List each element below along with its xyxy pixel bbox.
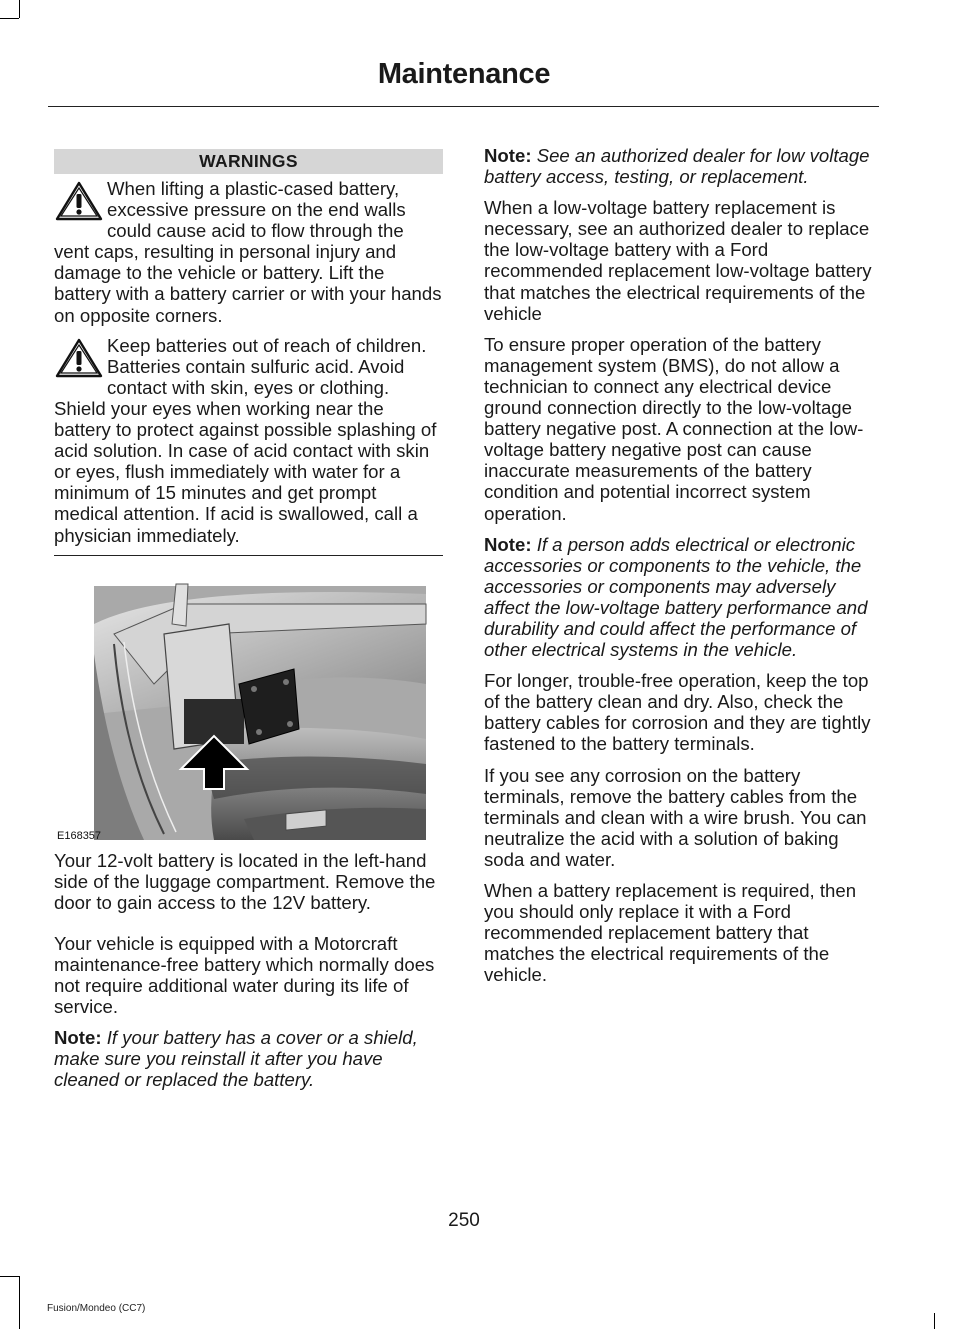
- warning-item: [54, 335, 443, 546]
- crop-mark-bottom-left: [19, 1276, 20, 1329]
- note: [484, 534, 873, 661]
- paragraph: Your vehicle is equipped with a Motorcraft maintenance-free battery which normally does not require additional water during its life of service.: [54, 932, 435, 1018]
- paragraph: If you see any corrosion on the battery terminals, remove the battery cables from the terminals and clean with a wire brush. You can neutralize the acid with a solution of baking soda and water.: [484, 764, 867, 870]
- note: [484, 145, 873, 187]
- paragraph: When a battery replacement is required, then you should only replace it with a Ford recommended replacement battery that matches the electrical requirements of the vehicle.: [484, 880, 857, 986]
- note-label: Note:: [54, 1027, 102, 1049]
- footer-model: Fusion/Mondeo (CC7): [47, 1303, 146, 1314]
- left-column: [54, 145, 443, 1101]
- warning-triangle-icon: [54, 337, 104, 379]
- right-column: [484, 145, 873, 995]
- warning-item: [54, 178, 443, 326]
- note-text: If your battery has a cover or a shield, make sure you reinstall it after you have cleaned or replaced the battery.: [54, 1027, 418, 1091]
- note-text: See an authorized dealer for low voltage battery access, testing, or replacement.: [484, 145, 870, 188]
- note-label: Note:: [484, 533, 532, 555]
- title-divider: [48, 106, 879, 107]
- crop-mark-top-left: [19, 0, 20, 18]
- paragraph: Your 12-volt battery is located in the left-hand side of the luggage compartment. Remove the door to gain access to the 12V battery.: [54, 849, 436, 913]
- warning-text: When lifting a plastic-cased battery, excessive pressure on the end walls could cause acid to flow through the vent caps, resulting in personal injury and damage to the vehicle or battery. Lift the battery with a battery carrier or with your hands on opposite corners.: [54, 178, 442, 326]
- paragraph: To ensure proper operation of the battery management system (BMS), do not allow a technician to connect any electrical device ground connection directly to the low-voltage battery negative post. A connection at the low-voltage battery negative post can cause inaccurate measurements of the battery condition and potential incorrect system operation.: [484, 333, 864, 524]
- page-title: Maintenance: [377, 58, 551, 90]
- crop-mark-bottom-right: [934, 1313, 935, 1329]
- crop-mark-bottom-left-h: [0, 1276, 19, 1277]
- warnings-heading: WARNINGS: [54, 149, 443, 174]
- note: [54, 1027, 443, 1090]
- warnings-divider: [54, 555, 443, 556]
- figure-id-label: E168357: [57, 829, 102, 842]
- paragraph: For longer, trouble-free operation, keep the top of the battery clean and dry. Also, check the battery cables for corrosion and they are tightly fastened to the battery terminals.: [484, 670, 871, 755]
- crop-mark-top-left-h: [0, 18, 19, 19]
- warning-text: Keep batteries out of reach of children. Batteries contain sulfuric acid. Avoid contact with skin, eyes or clothing. Shield your eyes when working near the battery to protect against possible splashing of acid solution. In case of acid contact with skin or eyes, flush immediately with water for a minimum of 15 minutes and get prompt medical attention. If acid is swallowed, call a physician immediately.: [54, 334, 437, 546]
- page-number: 250: [448, 1210, 480, 1231]
- battery-location-illustration: [54, 564, 443, 842]
- note-text: If a person adds electrical or electronic accessories or components to the vehicle, the accessories or components may adversely affect the low-voltage battery performance and durability and could affect the performance of other electrical systems in the vehicle.: [484, 533, 868, 661]
- warning-triangle-icon: [54, 180, 104, 222]
- note-label: Note:: [484, 145, 532, 166]
- paragraph: When a low-voltage battery replacement is necessary, see an authorized dealer to replace the low-voltage battery with a Ford recommended replacement low-voltage battery that matches the electrical requirements of the vehicle: [484, 197, 872, 324]
- luggage-compartment-drawing: [54, 564, 443, 842]
